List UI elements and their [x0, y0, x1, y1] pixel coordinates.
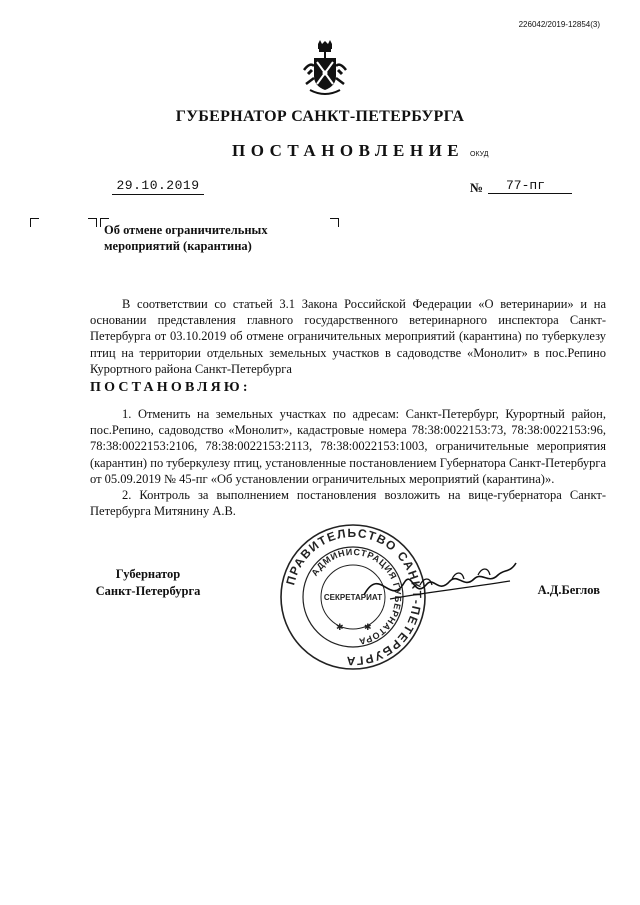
- issuing-authority: ГУБЕРНАТОР САНКТ-ПЕТЕРБУРГА: [175, 108, 465, 125]
- signatory-title-line-2: Санкт-Петербурга: [95, 584, 201, 598]
- preamble-text: В соответствии со статьей 3.1 Закона Российской Федерации «О ветеринарии» и на основании представления главного государственного ветеринарного инспектора Санкт-Петербурга от 03.10.2019 об отмене ограничительных мероприятий (карантина) по туберкулезу птиц на территории отдельных земельных участков в садоводстве «Монолит» в пос.Репино Курортного района Санкт-Петербурга: [90, 297, 606, 376]
- stamp-outer-text: ПРАВИТЕЛЬСТВО САНКТ-ПЕТЕРБУРГА: [283, 525, 425, 669]
- preamble-paragraph: [90, 296, 606, 377]
- resolve-heading: ПОСТАНОВЛЯЮ:: [90, 380, 251, 395]
- stamp-star-icon: ✱: [336, 622, 344, 632]
- spb-coat-of-arms-icon: [300, 40, 350, 100]
- stamp-inner-text: АДМИНИСТРАЦИЯ ГУБЕРНАТОРА: [309, 546, 404, 647]
- subject-line-2: мероприятий (карантина): [104, 239, 252, 253]
- decree-items: [90, 406, 606, 519]
- signatory-name: А.Д.Беглов: [537, 583, 600, 597]
- document-registration-number: 226042/2019-12854(3): [518, 20, 600, 29]
- stamp-star-icon: ✱: [364, 622, 372, 632]
- handwritten-signature: [360, 555, 520, 615]
- number-sign: №: [470, 180, 484, 195]
- okud-label: ОКУД: [470, 151, 489, 158]
- subject-line-1: Об отмене ограничительных: [104, 223, 268, 237]
- decree-number: 77-пг: [488, 178, 572, 194]
- decree-date: 29.10.2019: [112, 178, 204, 195]
- signatory-title-line-1: Губернатор: [115, 567, 181, 581]
- document-type-heading: ПОСТАНОВЛЕНИЕ: [232, 141, 465, 160]
- stamp-center-text: СЕКРЕТАРИАТ: [323, 593, 383, 602]
- corner-mark-subject-left: [88, 218, 97, 227]
- decree-subject: [104, 222, 334, 254]
- decree-item-2: 2. Контроль за выполнением постановления возложить на вице-губернатора Санкт-Петербурга Митянину А.В.: [90, 488, 606, 519]
- signatory-title: [88, 566, 208, 600]
- corner-mark-left: [30, 218, 39, 227]
- decree-item-1: 1. Отменить на земельных участках по адресам: Санкт-Петербург, Курортный район, пос.Репино, садоводство «Монолит», кадастровые номера 78:38:0022153:73, 78:38:0022153:96, 78:38:0022153:2106, 78:38:0022153:2113, 78:38:0022153:1003, ограничительные мероприятия (карантин) по туберкулезу птиц, установленные постановлением Губернатора Санкт-Петербурга от 05.09.2019 № 45-пг «Об установлении ограничительных мероприятий (карантина)».: [90, 407, 606, 486]
